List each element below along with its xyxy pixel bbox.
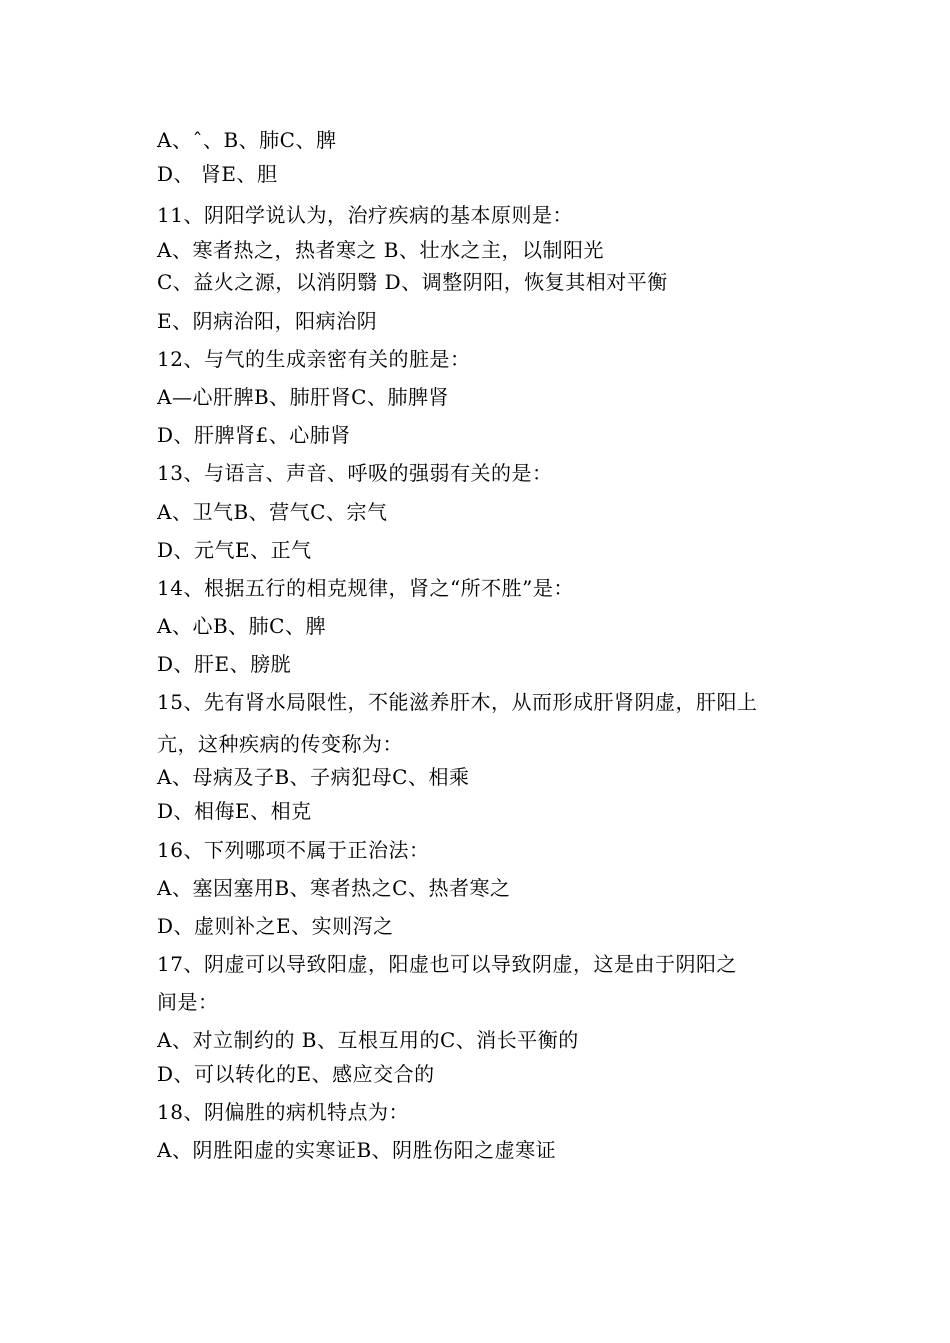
text-line: D、元气E、正气 bbox=[157, 538, 312, 562]
question-13: 13、与语言、声音、呼吸的强弱有关的是： bbox=[157, 461, 553, 485]
text-line: D、肝脾肾£、心肺肾 bbox=[157, 423, 351, 447]
question-17: 17、阴虚可以导致阳虚，阳虚也可以导致阴虚，这是由于阴阳之 bbox=[157, 952, 737, 976]
text-line: A、ˆ、B、肺C、脾 bbox=[157, 128, 337, 152]
question-18: 18、阴偏胜的病机特点为： bbox=[157, 1100, 409, 1124]
question-16: 16、下列哪项不属于正治法： bbox=[157, 838, 430, 862]
text-line: A、心B、肺C、脾 bbox=[157, 614, 326, 638]
text-line: A、塞因塞用B、寒者热之C、热者寒之 bbox=[157, 876, 511, 900]
question-14: 14、根据五行的相克规律，肾之“所不胜”是： bbox=[157, 576, 574, 600]
text-line: D、可以转化的E、感应交合的 bbox=[157, 1062, 435, 1086]
text-line: D、 肾E、胆 bbox=[157, 162, 278, 186]
text-line: A、寒者热之，热者寒之 B、壮水之主，以制阳光 bbox=[157, 238, 604, 262]
text-line: 亢，这种疾病的传变称为： bbox=[157, 732, 403, 756]
question-11: 11、阴阳学说认为，治疗疾病的基本原则是： bbox=[157, 203, 573, 227]
question-12: 12、与气的生成亲密有关的脏是： bbox=[157, 347, 471, 371]
text-line: A—心肝脾B、肺肝肾C、肺脾肾 bbox=[157, 385, 449, 409]
text-line: D、肝E、膀胱 bbox=[157, 652, 292, 676]
question-15: 15、先有肾水局限性，不能滋养肝木，从而形成肝肾阴虚，肝阳上 bbox=[157, 690, 758, 714]
text-line: C、益火之源，以消阴翳 D、调整阴阳，恢复其相对平衡 bbox=[157, 270, 668, 294]
text-line: D、虚则补之E、实则泻之 bbox=[157, 914, 394, 938]
text-line: D、相侮E、相克 bbox=[157, 799, 312, 823]
text-line: A、母病及子B、子病犯母C、相乘 bbox=[157, 765, 470, 789]
text-line: 间是： bbox=[157, 990, 219, 1014]
text-line: A、卫气B、营气C、宗气 bbox=[157, 500, 388, 524]
text-line: E、阴病治阳，阳病治阴 bbox=[157, 309, 378, 333]
text-line: A、对立制约的 B、互根互用的C、消长平衡的 bbox=[157, 1028, 579, 1052]
text-line: A、阴胜阳虚的实寒证B、阴胜伤阳之虚寒证 bbox=[157, 1138, 557, 1162]
